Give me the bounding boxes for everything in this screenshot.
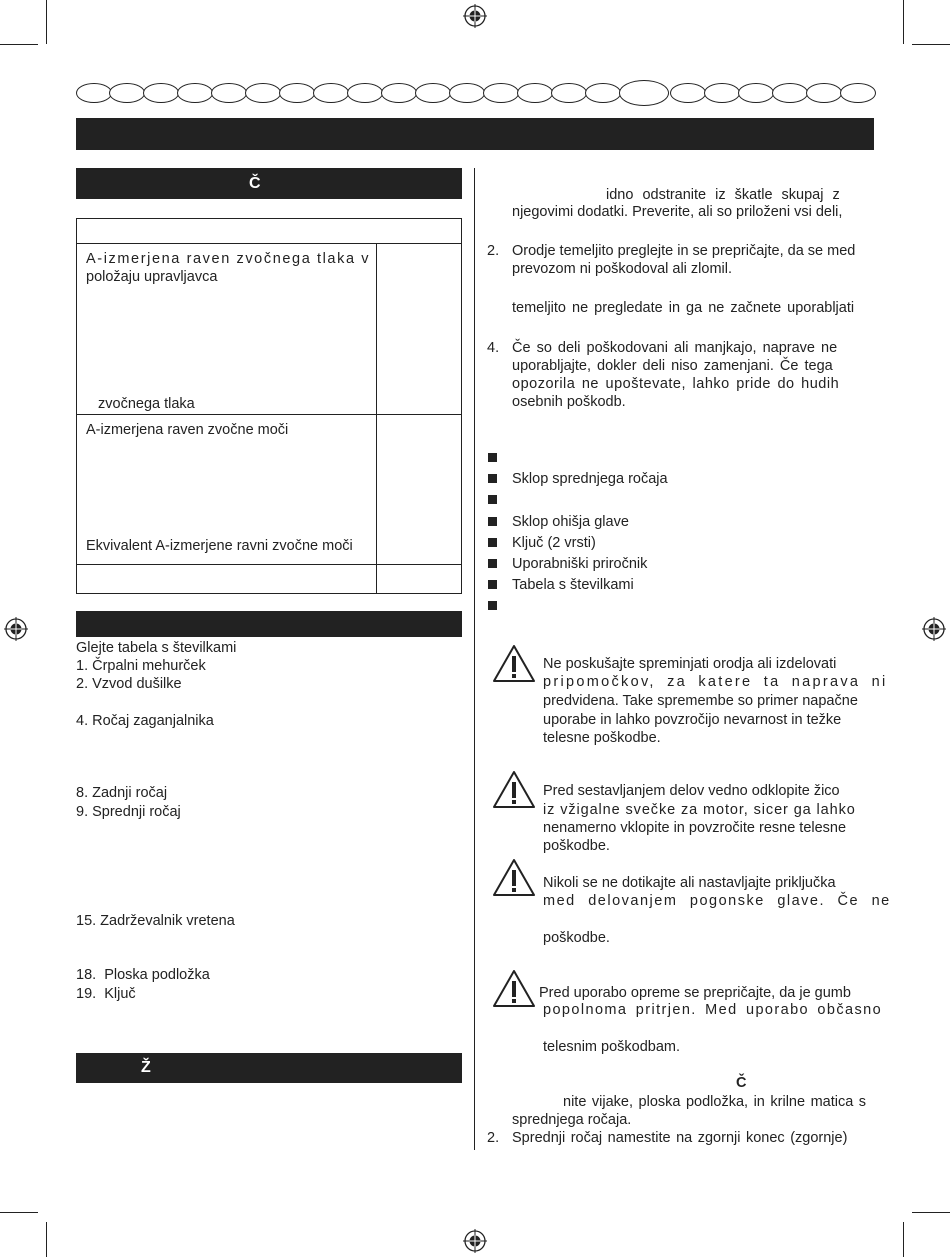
list-item: 15. Zadrževalnik vretena xyxy=(76,913,235,929)
bullet-icon xyxy=(488,474,497,483)
language-tab xyxy=(211,83,247,103)
warning-text: Pred sestavljanjem delov vedno odklopite žico xyxy=(543,783,840,799)
paragraph-line: njegovimi dodatki. Preverite, ali so priloženi vsi deli, xyxy=(512,204,843,220)
warning-icon xyxy=(492,643,536,683)
list-item: Uporabniški priročnik xyxy=(512,556,648,572)
bullet-icon xyxy=(488,517,497,526)
paragraph-line: prevozom ni poškodoval ali zlomil. xyxy=(512,261,733,277)
bullet-icon xyxy=(488,453,497,462)
language-tab xyxy=(670,83,706,103)
table-cell-label: položaju upravljavca xyxy=(86,269,218,285)
bullet-icon xyxy=(488,559,497,568)
language-tab xyxy=(313,83,349,103)
paragraph-line: Sprednji ročaj namestite na zgornji konec (zgornje) xyxy=(512,1130,848,1146)
list-item: 9. Sprednji ročaj xyxy=(76,804,181,820)
table-cell-label: A-izmerjena raven zvočnega tlaka v xyxy=(86,251,371,267)
language-tab xyxy=(585,83,621,103)
warning-text: uporabe in lahko povzročijo nevarnost in težke xyxy=(543,712,842,728)
paragraph-line: opozorila ne upoštevate, lahko pride do hudih xyxy=(512,376,840,392)
warning-text: iz vžigalne svečke za motor, sicer ga lahko xyxy=(543,802,856,818)
warning-text: poškodbe. xyxy=(543,838,610,854)
warning-icon xyxy=(492,968,536,1008)
crop-mark xyxy=(46,1222,47,1257)
language-tab xyxy=(109,83,145,103)
crop-mark xyxy=(903,0,904,44)
column-divider xyxy=(474,168,475,1150)
crop-mark xyxy=(46,0,47,44)
bullet-icon xyxy=(488,495,497,504)
language-tabs xyxy=(76,83,876,105)
bullet-icon xyxy=(488,601,497,610)
table-cell-sub: zvočnega tlaka xyxy=(98,396,195,412)
language-tab xyxy=(738,83,774,103)
language-tab xyxy=(772,83,808,103)
paragraph-line: nite vijake, ploska podložka, in krilne matica s xyxy=(563,1094,867,1110)
bullet-icon xyxy=(488,580,497,589)
warning-text: predvidena. Take spremembe so primer napačne xyxy=(543,693,858,709)
parts-intro: Glejte tabela s številkami xyxy=(76,640,237,656)
registration-mark-icon xyxy=(922,617,946,641)
list-item: 8. Zadnji ročaj xyxy=(76,785,168,801)
language-tab xyxy=(76,83,112,103)
section-header-text: Ž xyxy=(141,1059,151,1076)
list-number: 2. xyxy=(487,1130,500,1146)
language-tab xyxy=(177,83,213,103)
warning-icon xyxy=(492,769,536,809)
crop-mark xyxy=(912,1212,950,1213)
paragraph-line: uporabljajte, dokler deli niso zamenjani. Če tega xyxy=(512,358,833,374)
language-tab xyxy=(347,83,383,103)
language-tab xyxy=(840,83,876,103)
language-tab xyxy=(517,83,553,103)
bullet-icon xyxy=(488,538,497,547)
registration-mark-icon xyxy=(4,617,28,641)
list-number: 4. xyxy=(487,340,500,356)
warning-text: med delovanjem pogonske glave. Če ne xyxy=(543,893,891,909)
list-item: 18. Ploska podložka xyxy=(76,967,210,983)
section-header-bar xyxy=(76,1053,462,1083)
list-item: 2. Vzvod dušilke xyxy=(76,676,182,692)
language-tab xyxy=(143,83,179,103)
warning-text: telesne poškodbe. xyxy=(543,730,661,746)
language-tab xyxy=(245,83,281,103)
sub-heading: Č xyxy=(736,1075,747,1091)
list-item: Tabela s številkami xyxy=(512,577,634,593)
warning-text: Nikoli se ne dotikajte ali nastavljajte priključka xyxy=(543,875,836,891)
warning-icon xyxy=(492,857,536,897)
registration-mark-icon xyxy=(463,1229,487,1253)
table-cell-sub: Ekvivalent A-izmerjene ravni zvočne moči xyxy=(86,538,353,554)
language-tab xyxy=(415,83,451,103)
section-header-bar xyxy=(76,611,462,637)
registration-mark-icon xyxy=(463,4,487,28)
paragraph-line: Orodje temeljito preglejte in se prepričajte, da se med xyxy=(512,243,856,259)
paragraph-line: idno odstranite iz škatle skupaj z xyxy=(606,187,840,203)
language-tab xyxy=(279,83,315,103)
table-cell-label: A-izmerjena raven zvočne moči xyxy=(86,422,289,438)
crop-mark xyxy=(912,44,950,45)
list-item: Ključ (2 vrsti) xyxy=(512,535,596,551)
warning-text: telesnim poškodbam. xyxy=(543,1039,681,1055)
list-item: 1. Črpalni mehurček xyxy=(76,658,206,674)
list-item: Sklop ohišja glave xyxy=(512,514,629,530)
page-title-bar xyxy=(76,118,874,150)
section-header-text: Č xyxy=(249,175,261,192)
language-tab-active xyxy=(619,80,669,106)
crop-mark xyxy=(903,1222,904,1257)
warning-text: nenamerno vklopite in povzročite resne telesne xyxy=(543,820,847,836)
list-item: 19. Ključ xyxy=(76,986,136,1002)
warning-text: popolnoma pritrjen. Med uporabo občasno xyxy=(543,1002,883,1018)
crop-mark xyxy=(0,44,38,45)
paragraph-line: temeljito ne pregledate in ga ne začnete uporabljati xyxy=(512,300,855,316)
language-tab xyxy=(483,83,519,103)
warning-text: Pred uporabo opreme se prepričajte, da je gumb xyxy=(539,985,851,1001)
language-tab xyxy=(806,83,842,103)
list-item: Sklop sprednjega ročaja xyxy=(512,471,668,487)
paragraph-line: sprednjega ročaja. xyxy=(512,1112,632,1128)
paragraph-line: osebnih poškodb. xyxy=(512,394,626,410)
language-tab xyxy=(551,83,587,103)
warning-text: poškodbe. xyxy=(543,930,610,946)
list-number: 2. xyxy=(487,243,500,259)
language-tab xyxy=(704,83,740,103)
warning-text: Ne poskušajte spreminjati orodja ali izdelovati xyxy=(543,656,837,672)
language-tab xyxy=(449,83,485,103)
language-tab xyxy=(381,83,417,103)
warning-text: pripomočkov, za katere ta naprava ni xyxy=(543,674,888,690)
crop-mark xyxy=(0,1212,38,1213)
paragraph-line: Če so deli poškodovani ali manjkajo, naprave ne xyxy=(512,340,838,356)
list-item: 4. Ročaj zaganjalnika xyxy=(76,713,214,729)
section-header-bar xyxy=(76,168,462,199)
